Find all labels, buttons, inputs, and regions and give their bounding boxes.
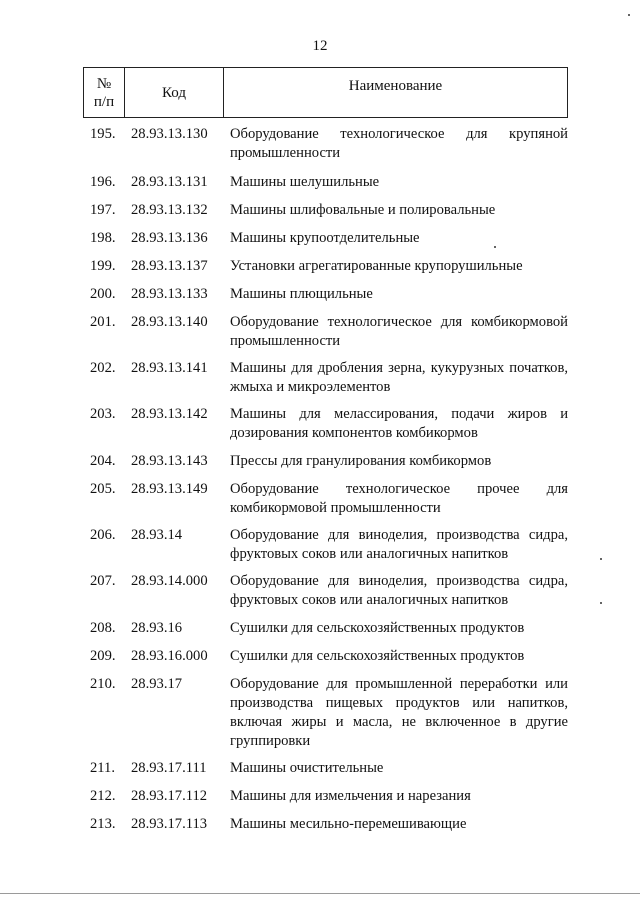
- row-name: Оборудование технологическое для крупяной промышленности: [230, 126, 568, 161]
- table-row: [0, 572, 640, 610]
- row-name: Оборудование для виноделия, производства сидра, фруктовых соков или аналогичных напитков: [230, 573, 568, 608]
- table-row: [0, 647, 640, 666]
- row-code: 28.93.16.000: [131, 648, 208, 664]
- row-name: Оборудование для промышленной переработки или производства пищевых продуктов или напитков, включая жиры и масла, не включенное в другие группировки: [230, 676, 568, 749]
- row-code: 28.93.13.149: [131, 481, 208, 497]
- table-row: [0, 125, 640, 163]
- header-code: [125, 68, 224, 118]
- row-num: 198.: [90, 230, 116, 246]
- row-name: Машины плющильные: [230, 286, 373, 302]
- scan-speck: [494, 246, 496, 248]
- scan-speck: [600, 602, 602, 604]
- table-row: [0, 313, 640, 351]
- row-num: 212.: [90, 788, 116, 804]
- table-row: [0, 405, 640, 443]
- header-name-label: Наименование: [348, 78, 443, 94]
- table-row: [0, 619, 640, 638]
- table-row: [0, 173, 640, 192]
- row-code: 28.93.13.132: [131, 202, 208, 218]
- row-code: 28.93.17.113: [131, 816, 208, 832]
- row-num: 206.: [90, 527, 116, 543]
- row-code: 28.93.14.000: [131, 573, 208, 589]
- table-row: [0, 815, 640, 834]
- row-name: Оборудование для виноделия, производства сидра, фруктовых соков или аналогичных напитков: [230, 527, 568, 562]
- table-row: [0, 229, 640, 248]
- header-num-label: № п/п: [93, 75, 115, 110]
- scan-speck: [600, 558, 602, 560]
- header-num: [84, 68, 125, 118]
- row-num: 205.: [90, 481, 116, 497]
- row-code: 28.93.13.140: [131, 314, 208, 330]
- table-row: [0, 480, 640, 518]
- table-row: [0, 285, 640, 304]
- row-code: 28.93.17.112: [131, 788, 208, 804]
- scan-speck: [628, 14, 630, 16]
- header-code-label: Код: [162, 84, 186, 101]
- table-row: [0, 257, 640, 276]
- row-num: 197.: [90, 202, 116, 218]
- row-num: 213.: [90, 816, 116, 832]
- row-num: 208.: [90, 620, 116, 636]
- row-num: 200.: [90, 286, 116, 302]
- row-name: Оборудование технологическое для комбикормовой промышленности: [230, 314, 568, 349]
- row-name: Машины для дробления зерна, кукурузных початков, жмыха и микроэлементов: [230, 360, 568, 395]
- row-num: 196.: [90, 174, 116, 190]
- table-row: [0, 526, 640, 564]
- row-code: 28.93.17.111: [131, 760, 207, 776]
- row-code: 28.93.13.133: [131, 286, 208, 302]
- row-code: 28.93.13.136: [131, 230, 208, 246]
- table-row: [0, 452, 640, 471]
- row-num: 211.: [90, 760, 115, 776]
- row-name: Прессы для гранулирования комбикормов: [230, 453, 492, 469]
- row-num: 209.: [90, 648, 116, 664]
- table-row: [0, 787, 640, 806]
- row-num: 207.: [90, 573, 116, 589]
- header-name: [224, 68, 568, 118]
- row-num: 210.: [90, 676, 116, 692]
- row-num: 201.: [90, 314, 116, 330]
- table-row: [0, 759, 640, 778]
- row-code: 28.93.16: [131, 620, 183, 636]
- row-name: Машины шлифовальные и полировальные: [230, 202, 496, 218]
- row-code: 28.93.17: [131, 676, 183, 692]
- row-name: Установки агрегатированные крупорушильные: [230, 258, 523, 274]
- table-row: [0, 675, 640, 751]
- row-name: Машины для мелассирования, подачи жиров и дозирования компонентов комбикормов: [230, 406, 568, 441]
- row-name: Сушилки для сельскохозяйственных продуктов: [230, 648, 525, 664]
- row-code: 28.93.13.141: [131, 360, 208, 376]
- row-code: 28.93.13.131: [131, 174, 208, 190]
- row-code: 28.93.13.142: [131, 406, 208, 422]
- row-num: 204.: [90, 453, 116, 469]
- scan-edge: [0, 893, 640, 894]
- row-name: Машины месильно-перемешивающие: [230, 816, 467, 832]
- row-code: 28.93.14: [131, 527, 183, 543]
- row-num: 199.: [90, 258, 116, 274]
- row-name: Сушилки для сельскохозяйственных продуктов: [230, 620, 525, 636]
- row-name: Оборудование технологическое прочее для комбикормовой промышленности: [230, 481, 568, 516]
- row-code: 28.93.13.130: [131, 126, 208, 142]
- table-row: [0, 201, 640, 220]
- row-code: 28.93.13.143: [131, 453, 208, 469]
- row-name: Машины для измельчения и нарезания: [230, 788, 471, 804]
- row-num: 203.: [90, 406, 116, 422]
- table-header: [83, 67, 568, 118]
- table-row: [0, 359, 640, 397]
- row-name: Машины крупоотделительные: [230, 230, 420, 246]
- row-code: 28.93.13.137: [131, 258, 208, 274]
- row-name: Машины очистительные: [230, 760, 384, 776]
- row-name: Машины шелушильные: [230, 174, 380, 190]
- row-num: 195.: [90, 126, 116, 142]
- table-body: [0, 125, 640, 834]
- page-number: 12: [312, 38, 328, 54]
- row-num: 202.: [90, 360, 116, 376]
